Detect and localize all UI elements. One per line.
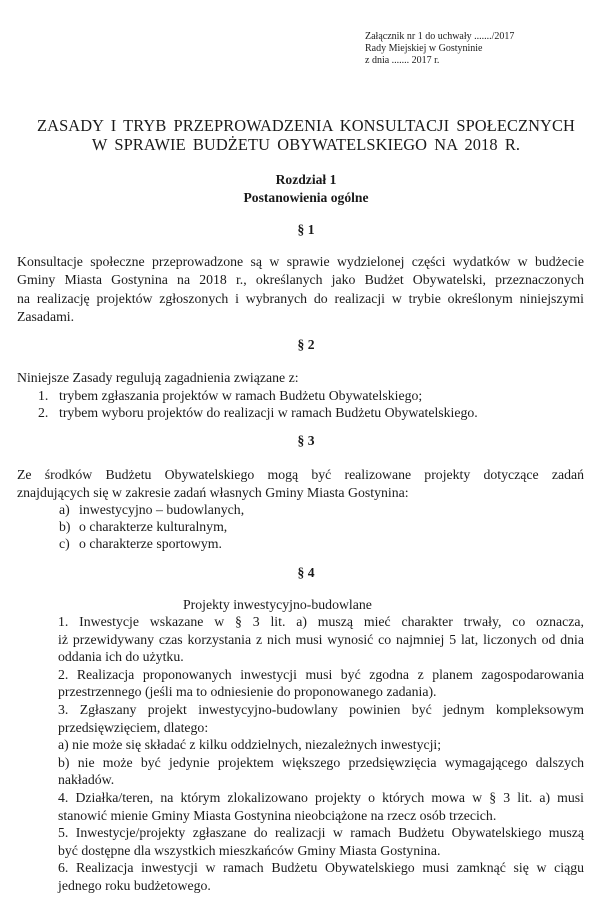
section-4-line: 4. Działka/teren, na którym zlokalizowano projekty o których mowa w § 3 lit. a) musi <box>58 789 584 805</box>
section-4-line: 1. Inwestycje wskazane w § 3 lit. a) muszą mieć charakter trwały, co oznacza, <box>58 614 584 629</box>
section-4-line: 3. Zgłaszany projekt inwestycyjno-budowlany powinien być jednym kompleksowym <box>58 701 584 717</box>
list-item-number: 1. <box>38 388 49 403</box>
section-1-line: Konsultacje społeczne przeprowadzone są w sprawie wydzielonej części wydatków w budżecie <box>17 254 584 269</box>
section-1-mark: § 1 <box>297 222 315 237</box>
section-4-line: nakładów. <box>58 772 115 788</box>
list-item-text: trybem wyboru projektów do realizacji w ramach Budżetu Obywatelskiego. <box>59 405 478 421</box>
section-4-line: oddania ich do użytku. <box>58 649 184 665</box>
list-item-text: o charakterze kulturalnym, <box>79 519 228 535</box>
attachment-note-line: Załącznik nr 1 do uchwały ......./2017 <box>365 31 515 42</box>
section-4-line: 2. Realizacja proponowanych inwestycji musi być zgodna z planem zagospodarowania <box>58 666 584 682</box>
list-item-number: 2. <box>38 405 49 421</box>
section-3-text <box>17 466 584 501</box>
document-title <box>0 117 612 154</box>
list-item-letter: c) <box>59 536 70 552</box>
attachment-note-line: Rady Miejskiej w Gostyninie <box>365 43 483 55</box>
section-3-mark: § 3 <box>297 433 315 448</box>
list-item <box>17 387 584 404</box>
list-item-letter: b) <box>59 519 71 535</box>
section-2-mark: § 2 <box>297 337 315 352</box>
document-title-line: ZASADY I TRYB PRZEPROWADZENIA KONSULTACJI SPOŁECZNYCH <box>37 116 575 135</box>
section-4-text <box>58 613 584 895</box>
section-2-list <box>17 387 584 421</box>
section-1-text <box>17 253 584 326</box>
list-item-text: inwestycyjno – budowlanych, <box>79 502 245 517</box>
list-item-text: o charakterze sportowym. <box>79 536 222 552</box>
list-item <box>17 404 584 421</box>
section-4-line: jednego roku budżetowego. <box>58 877 211 893</box>
section-1-line: na realizację projektów zgłoszonych i wybranych do realizacji w trybie określonym niniejszymi <box>17 290 584 306</box>
section-4-mark: § 4 <box>297 565 315 580</box>
section-2-intro <box>17 369 584 387</box>
section-4-line: b) nie może być jedynie projektem większego przedsięwzięcia wymagającego dalszych <box>58 754 584 770</box>
section-4-line: przedsięwzięciem, dlatego: <box>58 719 209 735</box>
section-4-subtitle: Projekty inwestycyjno-budowlane <box>183 597 372 612</box>
section-4-line: a) nie może się składać z kilku oddzielnych, niezależnych inwestycji; <box>58 737 442 753</box>
section-4-line: być dostępne dla wszystkich mieszkańców Gminy Miasta Gostynina. <box>58 842 441 858</box>
list-item <box>17 518 584 535</box>
section-4-line: 5. Inwestycje/projekty zgłaszane do realizacji w ramach Budżetu Obywatelskiego muszą <box>58 825 584 841</box>
chapter-heading <box>0 171 612 206</box>
section-3-line: znajdujących się w zakresie zadań własnych Gminy Miasta Gostynina: <box>17 485 409 501</box>
section-3-list <box>17 501 584 553</box>
list-item-text: trybem zgłaszania projektów w ramach Budżetu Obywatelskiego; <box>59 388 423 403</box>
section-4-line: przestrzennego (jeśli ma to odniesienie do proponowanego zadania). <box>58 684 437 700</box>
section-4-line: 6. Realizacja inwestycji w ramach Budżetu Obywatelskiego musi zamknąć się w ciągu <box>58 860 584 876</box>
list-item <box>17 501 584 518</box>
chapter-number: Rozdział 1 <box>275 172 337 187</box>
section-1-line: Zasadami. <box>17 308 75 324</box>
chapter-name: Postanowienia ogólne <box>243 189 369 205</box>
attachment-note-line: z dnia ....... 2017 r. <box>365 55 440 67</box>
list-item-letter: a) <box>59 502 70 517</box>
section-2-intro-text: Niniejsze Zasady regulują zagadnienia związane z: <box>17 370 299 385</box>
section-4-line: stanowić mienie Gminy Miasta Gostynina nieobciążone na rzecz osób trzecich. <box>58 807 497 823</box>
list-item <box>17 535 584 552</box>
document-title-line: W SPRAWIE BUDŻETU OBYWATELSKIEGO NA 2018 R. <box>91 134 521 154</box>
section-4-line: iż przewidywany czas korzystania z nich musi wynosić co najmniej 5 lat, liczonych od dnia <box>58 631 584 647</box>
attachment-note <box>365 31 514 68</box>
section-3-line: Ze środków Budżetu Obywatelskiego mogą być realizowane projekty dotyczące zadań <box>17 467 584 482</box>
section-1-line: Gminy Miasta Gostynina na 2018 r., określanych jako Budżet Obywatelski, przeznaczonych <box>17 272 584 288</box>
